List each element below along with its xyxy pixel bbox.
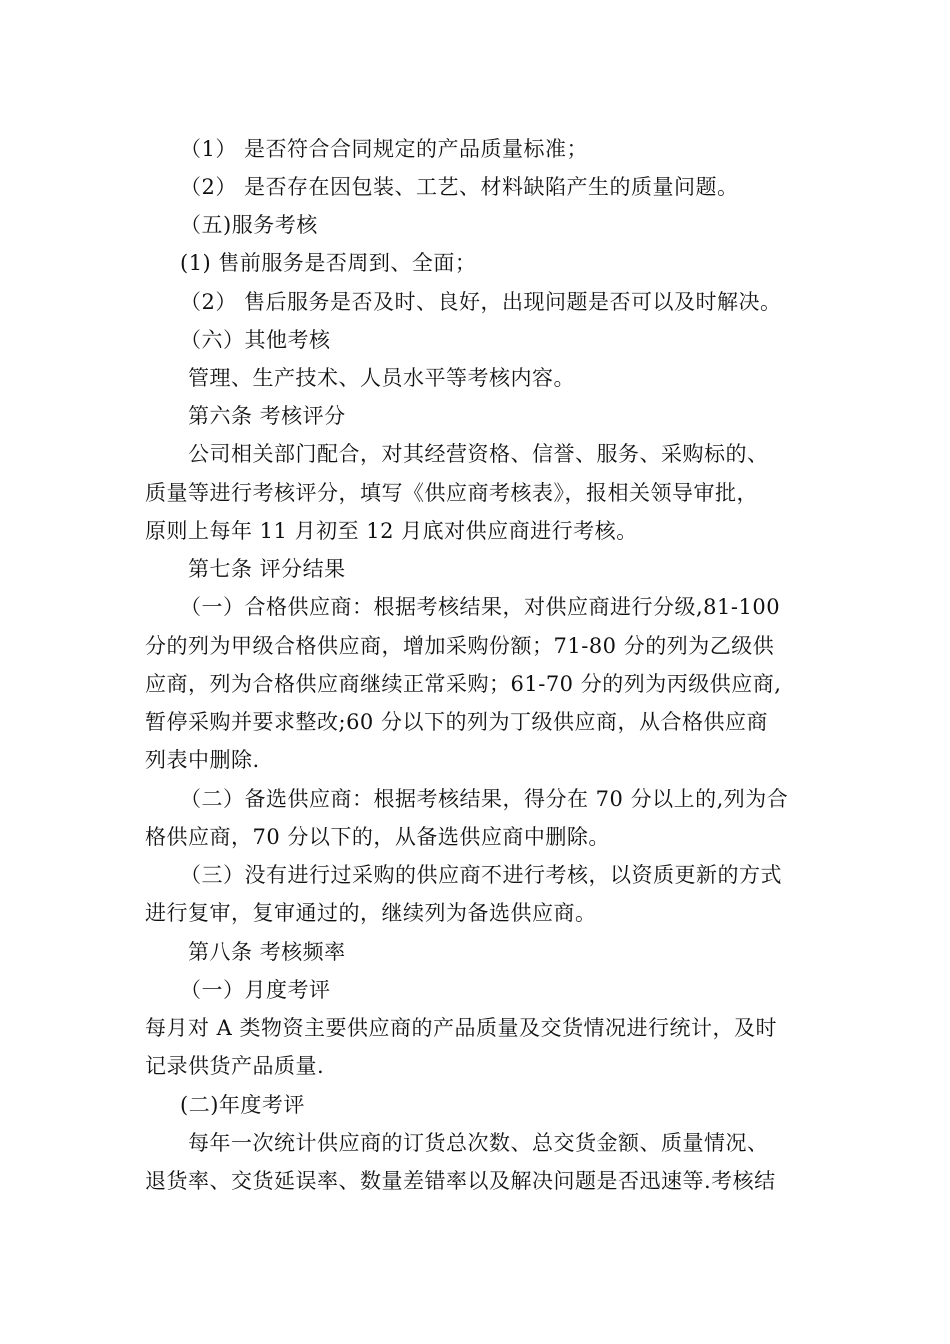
text-line: 质量等进行考核评分，填写《供应商考核表》，报相关领导审批， xyxy=(145,481,758,505)
text-line: 应商，列为合格供应商继续正常采购；61-70 分的列为丙级供应商, xyxy=(145,672,782,696)
text-line: （一）月度考评 xyxy=(180,978,331,1002)
text-line: （2） 是否存在因包装、工艺、材料缺陷产生的质量问题。 xyxy=(180,175,739,199)
text-line: 每月对 A 类物资主要供应商的产品质量及交货情况进行统计，及时 xyxy=(145,1016,778,1040)
text-line: （2） 售后服务是否及时、良好，出现问题是否可以及时解决。 xyxy=(180,290,782,314)
text-line: 格供应商，70 分以下的，从备选供应商中删除。 xyxy=(145,825,610,849)
text-line: （二）备选供应商：根据考核结果，得分在 70 分以上的,列为合 xyxy=(180,787,789,811)
text-line: 记录供货产品质量. xyxy=(145,1054,325,1078)
section-heading: 第七条 评分结果 xyxy=(188,557,346,581)
text-line: 进行复审，复审通过的，继续列为备选供应商。 xyxy=(145,901,597,925)
text-line: 管理、生产技术、人员水平等考核内容。 xyxy=(188,366,575,390)
text-line: 退货率、交货延误率、数量差错率以及解决问题是否迅速等.考核结 xyxy=(145,1169,776,1193)
text-line: (1) 售前服务是否周到、全面； xyxy=(180,251,477,275)
text-line: （六）其他考核 xyxy=(180,328,331,352)
text-line: （一）合格供应商：根据考核结果，对供应商进行分级,81-100 xyxy=(180,595,781,619)
text-line: (二)年度考评 xyxy=(180,1093,305,1117)
text-line: 暂停采购并要求整改;60 分以下的列为丁级供应商，从合格供应商 xyxy=(145,710,768,734)
text-line: 原则上每年 11 月初至 12 月底对供应商进行考核。 xyxy=(145,519,638,543)
text-line: （1） 是否符合合同规定的产品质量标准； xyxy=(180,137,589,161)
text-line: 分的列为甲级合格供应商，增加采购份额；71-80 分的列为乙级供 xyxy=(145,634,775,658)
text-line: 列表中删除. xyxy=(145,748,260,772)
text-line: （五)服务考核 xyxy=(180,213,318,237)
text-line: 每年一次统计供应商的订货总次数、总交货金额、质量情况、 xyxy=(188,1131,769,1155)
text-line: 公司相关部门配合，对其经营资格、信誉、服务、采购标的、 xyxy=(188,442,769,466)
section-heading: 第六条 考核评分 xyxy=(188,404,346,428)
text-line: （三）没有进行过采购的供应商不进行考核，以资质更新的方式 xyxy=(180,863,782,887)
section-heading: 第八条 考核频率 xyxy=(188,940,346,964)
